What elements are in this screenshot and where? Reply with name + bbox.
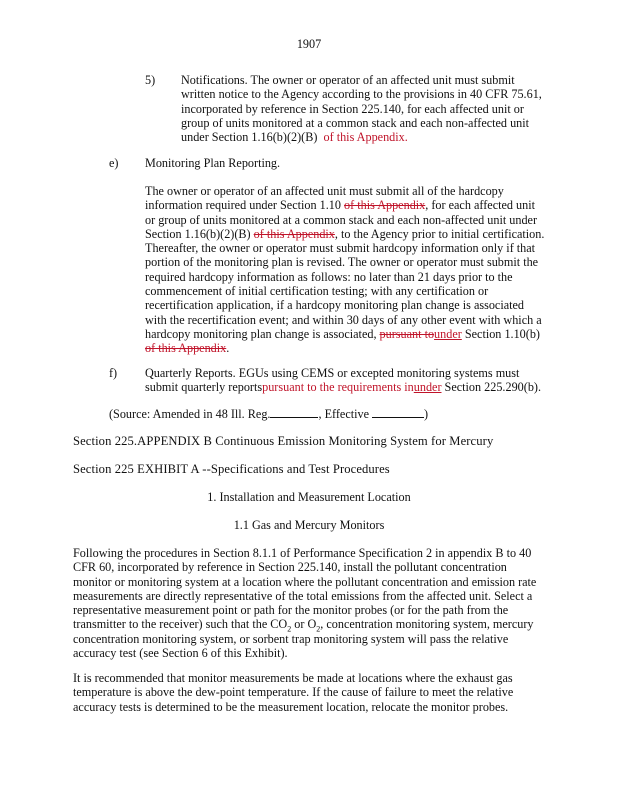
para1-text-a: Following the procedures in Section 8.1.1 of Performance Specification 2 in appendix B to 40 CFR 60, incorporated by reference in Section 225.140, install the pollutant concentration monitor or monitoring system at a location where the pollutant concentration and emission rate measurements are directly representative of the total emissions from the affected unit. Select a representative measurement point or path for the monitor probes (or for the path from the transmitter to the receiver) such that the CO	[73, 546, 537, 632]
source-register-blank	[270, 406, 318, 418]
recommendation-paragraph: It is recommended that monitor measurements be made at locations where the exhaust gas temperature is above the dew-point temperature. If the cause of failure to meet the relative accuracy tests is determined to be the measurement location, relocate the monitor probes.	[73, 671, 514, 714]
item-e-deleted-1: of this Appendix	[344, 198, 426, 213]
item-e-seg3: , to the Agency prior to initial certification. Thereafter, the owner or operator must submit hardcopy information only if that portion of the monitoring plan is revised. The owner or operator must submit the required hardcopy information as follows: no later than 21 days prior to the commencement of initial certification testing; with any certification or recertification application, if a hardcopy monitoring plan change is associated with the recertification event; and within 30 days of any other event with which a hardcopy monitoring plan change is associated,	[145, 226, 545, 341]
co2-subscript: 2	[287, 624, 292, 634]
item-5-notifications	[181, 73, 546, 144]
item-e-seg2: , for each affected unit or group of units monitored at a common stack and each non-affected unit under Section 1.16(b)(2)(B)	[145, 198, 538, 241]
para1-text-b: or O	[291, 617, 317, 632]
item-f-inserted-2: under	[413, 380, 442, 395]
item-f-seg1: Quarterly Reports. EGUs using CEMS or excepted monitoring systems must submit quarterly reports	[145, 366, 520, 395]
appendix-heading: Section 225.APPENDIX B Continuous Emission Monitoring System for Mercury	[73, 434, 494, 448]
item-e-seg4: Section 1.10(b)	[464, 326, 540, 341]
exhibit-heading: Section 225 EXHIBIT A --Specifications and Test Procedures	[73, 462, 390, 476]
installation-paragraph	[73, 546, 548, 660]
subheading-gas-mercury-monitors: 1.1 Gas and Mercury Monitors	[233, 518, 385, 532]
item-5-text: Notifications. The owner or operator of an affected unit must submit written notice to the Agency according to the provisions in 40 CFR 75.61, incorporated by reference in Section 225.140, for each affected unit or group of units monitored at a common stack and each non-affected unit under Section 1.16(b)(2)(B)	[181, 73, 542, 145]
subheading-installation: 1. Installation and Measurement Location	[207, 490, 411, 504]
item-5-marker: 5)	[145, 73, 156, 87]
item-e-paragraph	[145, 184, 547, 356]
source-effective: , Effective	[318, 407, 369, 421]
item-5-inserted-text: of this Appendix.	[323, 130, 408, 145]
item-e-deleted-3: pursuant to	[379, 326, 435, 341]
source-suffix: )	[424, 407, 429, 421]
item-e-seg5: .	[226, 341, 230, 356]
item-e-marker: e)	[109, 156, 119, 170]
item-f-marker: f)	[109, 366, 118, 380]
item-f-inserted-1: pursuant to the requirements in	[262, 380, 414, 395]
item-e-inserted-3: under	[434, 326, 462, 341]
o2-subscript: 2	[316, 624, 321, 634]
source-note	[109, 406, 428, 421]
item-e-deleted-4: of this Appendix	[145, 341, 227, 356]
para1-text-c: , concentration monitoring system, mercury concentration monitoring system, or sorbent trap monitoring system will pass the relative accuracy test (see Section 6 of this Exhibit).	[73, 617, 534, 661]
item-f-seg2: Section 225.290(b).	[444, 380, 542, 395]
source-prefix: (Source: Amended in 48 Ill. Reg.	[109, 407, 271, 421]
item-e-seg1: The owner or operator of an affected unit must submit all of the hardcopy information required under Section 1.10	[145, 184, 504, 213]
item-f-paragraph	[145, 366, 547, 395]
source-effective-blank	[372, 406, 424, 418]
item-e-deleted-2: of this Appendix	[253, 226, 335, 241]
item-e-title: Monitoring Plan Reporting.	[145, 156, 281, 170]
page-number: 1907	[296, 37, 322, 51]
